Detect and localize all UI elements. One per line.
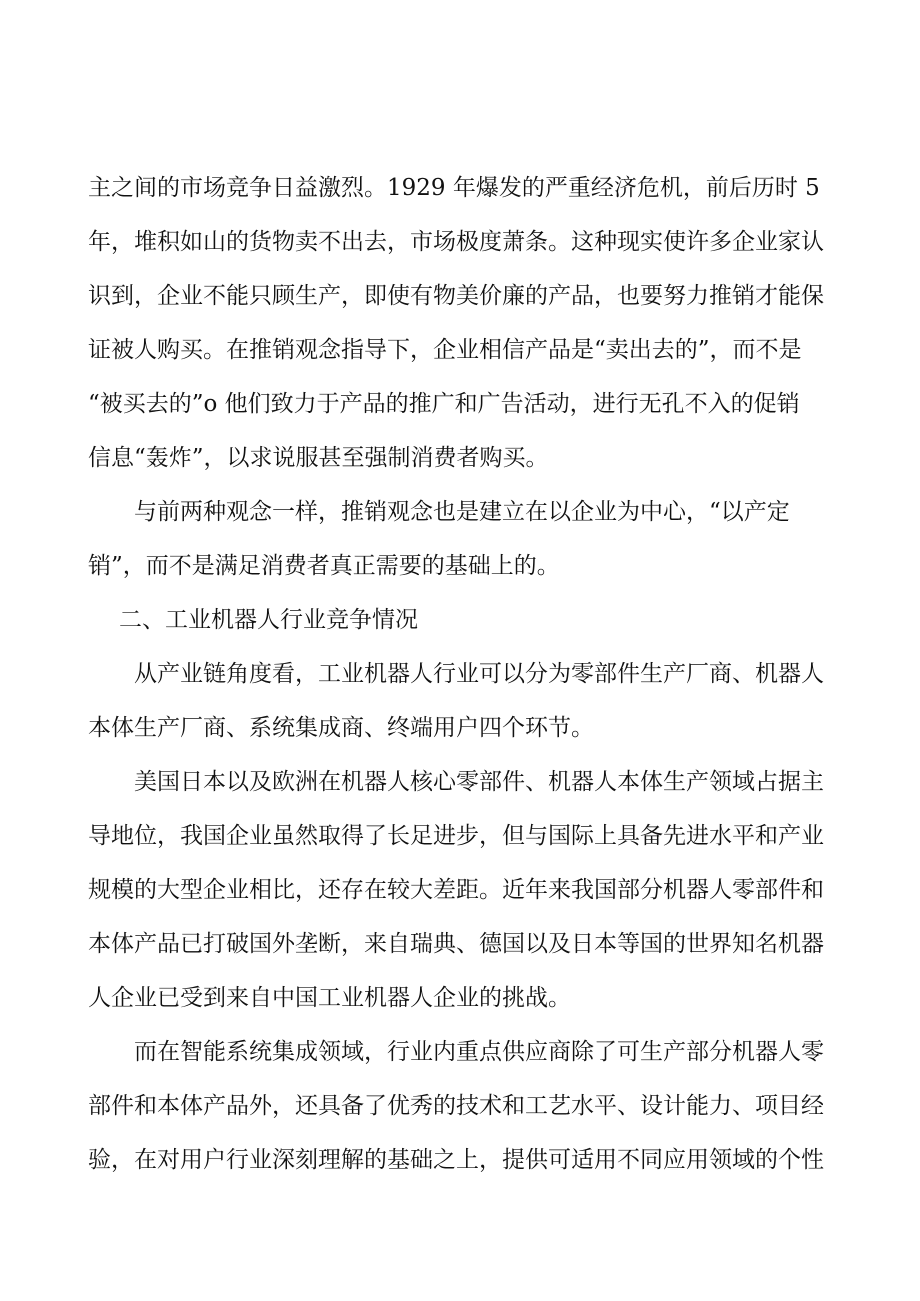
section-heading: 二、工业机器人行业竞争情况: [119, 607, 418, 633]
text-line: 信息“轰炸”，以求说服甚至强制消费者购买。: [88, 445, 549, 471]
text-line: 销”，而不是满足消费者真正需要的基础上的。: [88, 553, 560, 579]
text-line: 人企业已受到来自中国工业机器人企业的挑战。: [88, 985, 571, 1011]
paragraph-first-line: 从产业链角度看，工业机器人行业可以分为零部件生产厂商、机器人: [134, 661, 824, 687]
text-line: 本体生产厂商、系统集成商、终端用户四个环节。: [88, 715, 594, 741]
text-line: 规模的大型企业相比，还存在较大差距。近年来我国部分机器人零部件和: [88, 877, 824, 903]
text-line: 证被人购买。在推销观念指导下，企业相信产品是“卖出去的”，而不是: [88, 337, 802, 363]
text-line: 识到，企业不能只顾生产，即使有物美价廉的产品，也要努力推销才能保: [88, 283, 824, 309]
text-line: 本体产品已打破国外垄断，来自瑞典、德国以及日本等国的世界知名机器: [88, 931, 824, 957]
text-line: 部件和本体产品外，还具备了优秀的技术和工艺水平、设计能力、项目经: [88, 1093, 824, 1119]
paragraph-first-line: 与前两种观念一样，推销观念也是建立在以企业为中心，“以产定: [134, 499, 790, 525]
paragraph-first-line: 美国日本以及欧洲在机器人核心零部件、机器人本体生产领域占据主: [134, 769, 824, 795]
text-line: 主之间的市场竞争日益激烈。1929 年爆发的严重经济危机，前后历时 5: [88, 175, 820, 201]
text-line: 验，在对用户行业深刻理解的基础之上，提供可适用不同应用领域的个性: [88, 1147, 824, 1173]
text-line: “被买去的”o 他们致力于产品的推广和广告活动，进行无孔不入的促销: [88, 391, 800, 417]
text-line: 导地位，我国企业虽然取得了长足进步，但与国际上具备先进水平和产业: [88, 823, 824, 849]
paragraph-first-line: 而在智能系统集成领域，行业内重点供应商除了可生产部分机器人零: [134, 1039, 824, 1065]
text-line: 年，堆积如山的货物卖不出去，市场极度萧条。这种现实使许多企业家认: [88, 229, 824, 255]
